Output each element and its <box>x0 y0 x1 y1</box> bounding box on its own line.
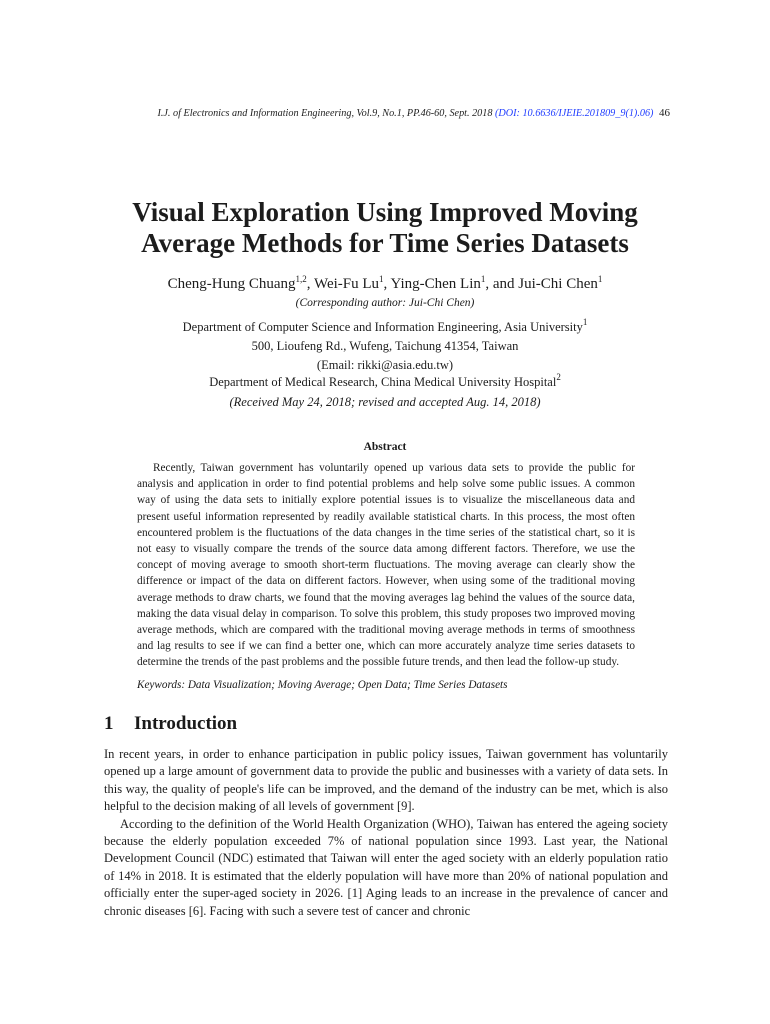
author-2-affil: 1 <box>379 274 384 284</box>
keywords: Keywords: Data Visualization; Moving Average; Open Data; Time Series Datasets <box>137 679 508 691</box>
affiliation-email: (Email: rikki@asia.edu.tw) <box>316 358 454 372</box>
author-3: , Ying-Chen Lin <box>383 276 481 292</box>
paper-title <box>60 197 710 259</box>
citation-text: I.J. of Electronics and Information Engineering, Vol.9, No.1, PP.46-60, Sept. 2018 <box>157 108 493 119</box>
doi-link[interactable]: (DOI: 10.6636/IJEIE.201809_9(1).06) <box>495 108 654 119</box>
page-number: 46 <box>659 107 670 119</box>
abstract-text: Recently, Taiwan government has voluntarily opened up various data sets to provide the public for analysis and application in order to find potential problems and help solve some public issues. A common way of using the data sets to initially explore potential issues is to visualize the miscellaneous data and present useful information represented by readily available statistical charts. In this process, the most often encountered problem is the fluctuations of the data changes in the time series of the statistical chart, so it is not easy to visually compare the trends of the source data among different factors. Therefore, we use the concept of moving average to smooth short-term fluctuations. The moving average can clearly show the difference or impact of the data on different factors. However, when using some of the traditional moving average methods to draw charts, we found that the moving averages lag behind the values of the source data, making the data visual delay in comparison. To solve this problem, this study proposes two improved moving average methods, which are compared with the traditional moving average methods in terms of smoothness and lag results to see if we can find a better one, which can more accurately analyze time series datasets to determine the trends of the past problems and the possible future trends, and then lead the follow-up study. <box>137 462 635 669</box>
affiliation-2-sup: 2 <box>556 372 561 382</box>
author-list <box>60 276 710 293</box>
running-header <box>60 107 670 119</box>
author-4: , and Jui-Chi Chen <box>485 276 598 292</box>
intro-paragraph-1: In recent years, in order to enhance participation in public policy issues, Taiwan government has voluntarily opened up a large amount of government data to provide the public and businesses with a variety of data sets. In this way, the quality of people's life can be improved, and the demand of the industry can be met, which is also helpful to the decision making of all levels of government [9]. <box>104 747 668 814</box>
section-title: Introduction <box>134 713 238 734</box>
author-2: , Wei-Fu Lu <box>306 276 380 292</box>
title-line-2: Average Methods for Time Series Datasets <box>141 228 629 258</box>
corresponding-author: (Corresponding author: Jui-Chi Chen) <box>295 297 475 309</box>
affiliation-1-sup: 1 <box>582 317 588 327</box>
section-heading-introduction <box>104 713 237 735</box>
intro-paragraph-2: According to the definition of the World Health Organization (WHO), Taiwan has entered the ageing society because the elderly population exceeded 7% of national population since 1993. Last year, the National Development Council (NDC) estimated that Taiwan will enter the aged society with an elderly population ratio of 14% in 2018. It is estimated that the elderly population will have more than 20% of national population and officially enter the super-aged society in 2026. [1] Aging leads to an increase in the prevalence of cancer and chronic diseases [6]. Facing with such a severe test of cancer and chronic <box>104 816 668 918</box>
title-line-1: Visual Exploration Using Improved Moving <box>132 197 638 227</box>
affiliation-2-text: Department of Medical Research, China Medical University Hospital <box>209 375 557 389</box>
abstract-heading: Abstract <box>363 441 407 453</box>
received-dates: (Received May 24, 2018; revised and accepted Aug. 14, 2018) <box>229 395 541 409</box>
section-number: 1 <box>104 713 114 734</box>
affiliation-address: 500, Lioufeng Rd., Wufeng, Taichung 41354, Taiwan <box>251 339 519 353</box>
author-4-affil: 1 <box>597 274 603 284</box>
affiliation-1 <box>60 317 710 335</box>
author-1-affil: 1,2 <box>295 274 307 284</box>
author-1: Cheng-Hung Chuang <box>167 276 296 292</box>
introduction-body <box>104 746 668 920</box>
affiliation-1-text: Department of Computer Science and Information Engineering, Asia University <box>182 320 583 334</box>
affiliation-2 <box>60 372 710 390</box>
author-3-affil: 1 <box>480 274 486 284</box>
